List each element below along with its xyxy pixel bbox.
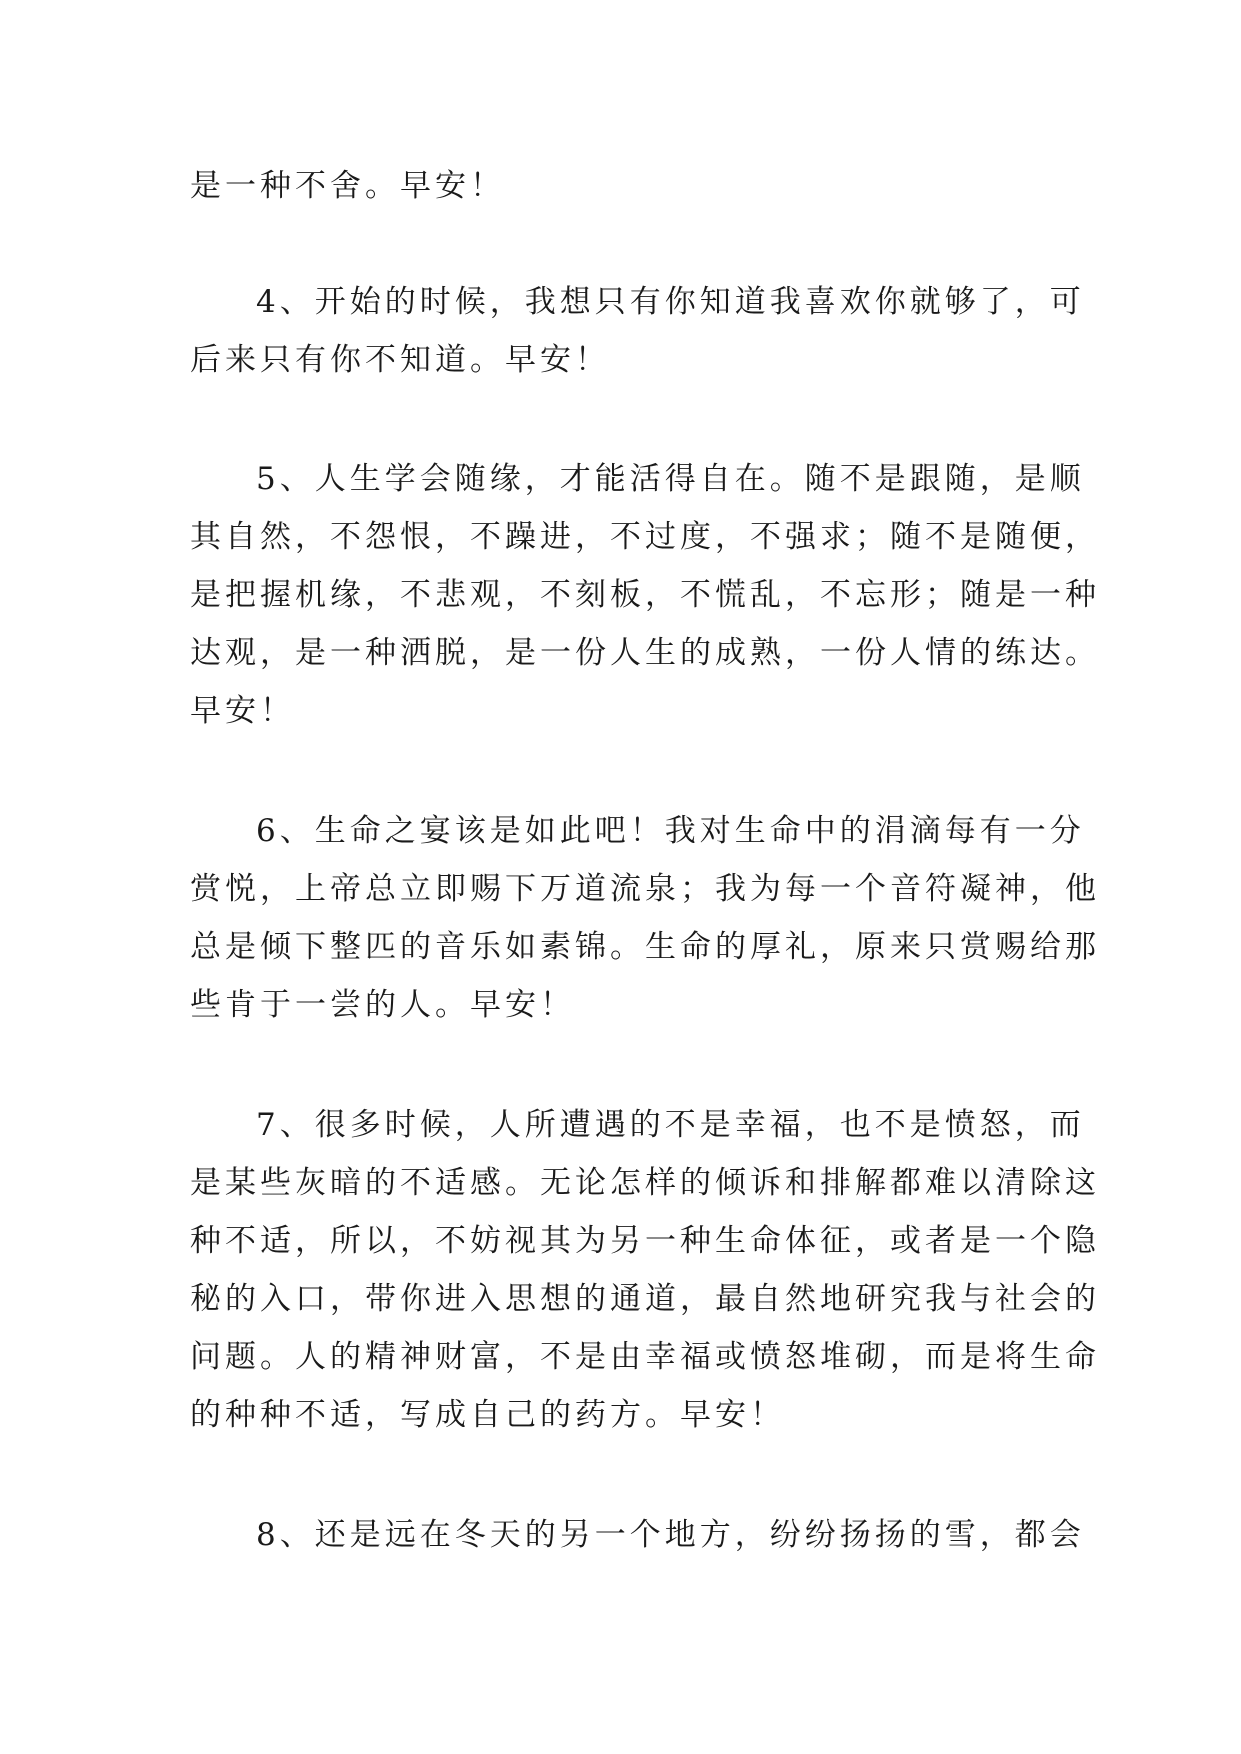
paragraph-3-continued [190, 157, 1070, 215]
text-line: 种不适，所以，不妨视其为另一种生命体征，或者是一个隐 [190, 1223, 1100, 1259]
text-line: 问题。人的精神财富，不是由幸福或愤怒堆砌，而是将生命 [190, 1339, 1100, 1375]
text-line: 赏悦，上帝总立即赐下万道流泉；我为每一个音符凝神，他 [190, 871, 1100, 907]
text-line: 达观，是一种洒脱，是一份人生的成熟，一份人情的练达。 [190, 635, 1100, 671]
text-line: 是一种不舍。早安！ [190, 168, 505, 204]
paragraph-4 [190, 273, 1085, 389]
text-line: 总是倾下整匹的音乐如素锦。生命的厚礼，原来只赏赐给那 [190, 929, 1100, 965]
text-line: 7、很多时候，人所遭遇的不是幸福，也不是愤怒，而 [256, 1107, 1085, 1143]
paragraph-8 [190, 1506, 1085, 1564]
text-line: 4、开始的时候，我想只有你知道我喜欢你就够了，可 [256, 284, 1085, 320]
paragraph-7 [190, 1096, 1100, 1444]
text-line: 其自然，不怨恨，不躁进，不过度，不强求；随不是随便， [190, 519, 1100, 555]
text-line: 后来只有你不知道。早安！ [190, 342, 610, 378]
text-line: 6、生命之宴该是如此吧！我对生命中的涓滴每有一分 [256, 813, 1085, 849]
text-line: 是把握机缘，不悲观，不刻板，不慌乱，不忘形；随是一种 [190, 577, 1100, 613]
text-line: 些肯于一尝的人。早安！ [190, 987, 575, 1023]
paragraph-5 [190, 450, 1100, 740]
text-line: 的种种不适，写成自己的药方。早安！ [190, 1397, 785, 1433]
text-line: 早安！ [190, 693, 295, 729]
text-line: 8、还是远在冬天的另一个地方，纷纷扬扬的雪，都会 [256, 1517, 1085, 1553]
text-line: 是某些灰暗的不适感。无论怎样的倾诉和排解都难以清除这 [190, 1165, 1100, 1201]
text-line: 秘的入口，带你进入思想的通道，最自然地研究我与社会的 [190, 1281, 1100, 1317]
text-line: 5、人生学会随缘，才能活得自在。随不是跟随，是顺 [256, 461, 1085, 497]
paragraph-6 [190, 802, 1100, 1034]
